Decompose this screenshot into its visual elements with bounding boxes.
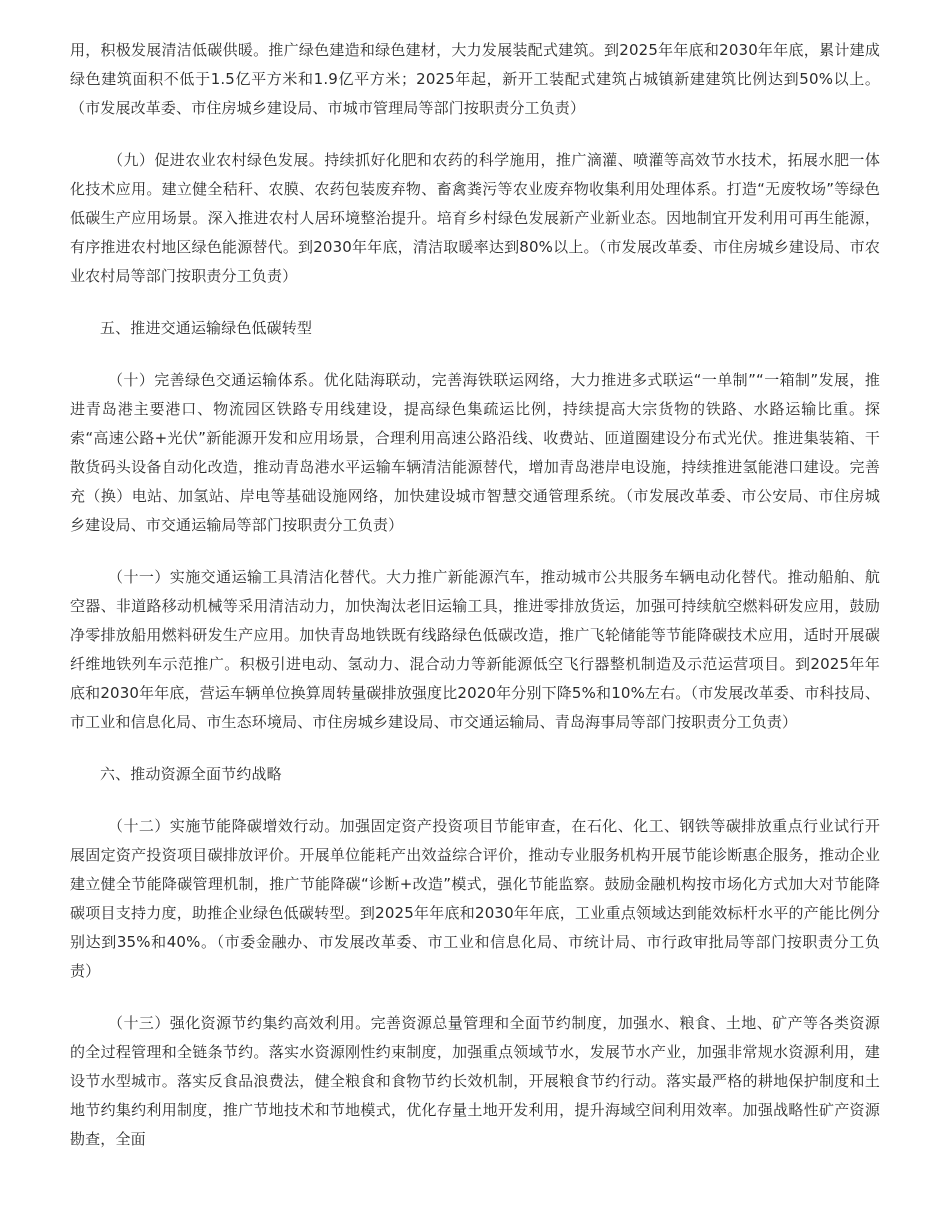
paragraph-continuation: 用，积极发展清洁低碳供暖。推广绿色建造和绿色建材，大力发展装配式建筑。到2025年年底和2030年年底，累计建成绿色建筑面积不低于1.5亿平方米和1.9亿平方米；2025年起，新开工装配式建筑占城镇新建建筑比例达到50%以上。（市发展改革委、市住房城乡建设局、市城市管理局等部门按职责分工负责）	[70, 41, 880, 117]
paragraph-item-13: （十三）强化资源节约集约高效利用。完善资源总量管理和全面节约制度，加强水、粮食、土地、矿产等各类资源的全过程管理和全链条节约。落实水资源刚性约束制度，加强重点领域节水，发展节水产业，加强非常规水资源利用，建设节水型城市。落实反食品浪费法，健全粮食和食物节约长效机制，开展粮食节约行动。落实最严格的耕地保护制度和土地节约集约利用制度，推广节地技术和节地模式，优化存量土地开发利用，提升海域空间利用效率。加强战略性矿产资源勘查，全面	[70, 1014, 880, 1148]
paragraph-item-12: （十二）实施节能降碳增效行动。加强固定资产投资项目节能审查，在石化、化工、钢铁等碳排放重点行业试行开展固定资产投资项目碳排放评价。开展单位能耗产出效益综合评价，推动专业服务机构开展节能诊断惠企服务，推动企业建立健全节能降碳管理机制，推广节能降碳“诊断+改造”模式，强化节能监察。鼓励金融机构按市场化方式加大对节能降碳项目支持力度，助推企业绿色低碳转型。到2025年年底和2030年年底，工业重点领域达到能效标杆水平的产能比例分别达到35%和40%。（市委金融办、市发展改革委、市工业和信息化局、市统计局、市行政审批局等部门按职责分工负责）	[70, 817, 880, 980]
paragraph-item-9: （九）促进农业农村绿色发展。持续抓好化肥和农药的科学施用，推广滴灌、喷灌等高效节水技术，拓展水肥一体化技术应用。建立健全秸秆、农膜、农药包装废弃物、畜禽粪污等农业废弃物收集利用处理体系。打造“无废牧场”等绿色低碳生产应用场景。深入推进农村人居环境整治提升。培育乡村绿色发展新产业新业态。因地制宜开发利用可再生能源，有序推进农村地区绿色能源替代。到2030年年底，清洁取暖率达到80%以上。（市发展改革委、市住房城乡建设局、市农业农村局等部门按职责分工负责）	[70, 151, 880, 285]
paragraph-item-11: （十一）实施交通运输工具清洁化替代。大力推广新能源汽车，推动城市公共服务车辆电动化替代。推动船舶、航空器、非道路移动机械等采用清洁动力，加快淘汰老旧运输工具，推进零排放货运，加强可持续航空燃料研发应用，鼓励净零排放船用燃料研发生产应用。加快青岛地铁既有线路绿色低碳改造，推广飞轮储能等节能降碳技术应用，适时开展碳纤维地铁列车示范推广。积极引进电动、氢动力、混合动力等新能源低空飞行器整机制造及示范运营项目。到2025年年底和2030年年底，营运车辆单位换算周转量碳排放强度比2020年分别下降5%和10%左右。（市发展改革委、市科技局、市工业和信息化局、市生态环境局、市住房城乡建设局、市交通运输局、青岛海事局等部门按职责分工负责）	[70, 568, 880, 731]
section-heading-6: 六、推动资源全面节约战略	[100, 765, 282, 783]
document-body	[70, 36, 880, 1154]
paragraph-item-10: （十）完善绿色交通运输体系。优化陆海联动，完善海铁联运网络，大力推进多式联运“一单制”“一箱制”发展，推进青岛港主要港口、物流园区铁路专用线建设，提高绿色集疏运比例，持续提高大宗货物的铁路、水路运输比重。探索“高速公路+光伏”新能源开发和应用场景，合理利用高速公路沿线、收费站、匝道圈建设分布式光伏。推进集装箱、干散货码头设备自动化改造，推动青岛港水平运输车辆清洁能源替代，增加青岛港岸电设施，持续推进氢能港口建设。完善充（换）电站、加氢站、岸电等基础设施网络，加快建设城市智慧交通管理系统。（市发展改革委、市公安局、市住房城乡建设局、市交通运输局等部门按职责分工负责）	[70, 371, 880, 534]
section-heading-5: 五、推进交通运输绿色低碳转型	[100, 319, 313, 337]
